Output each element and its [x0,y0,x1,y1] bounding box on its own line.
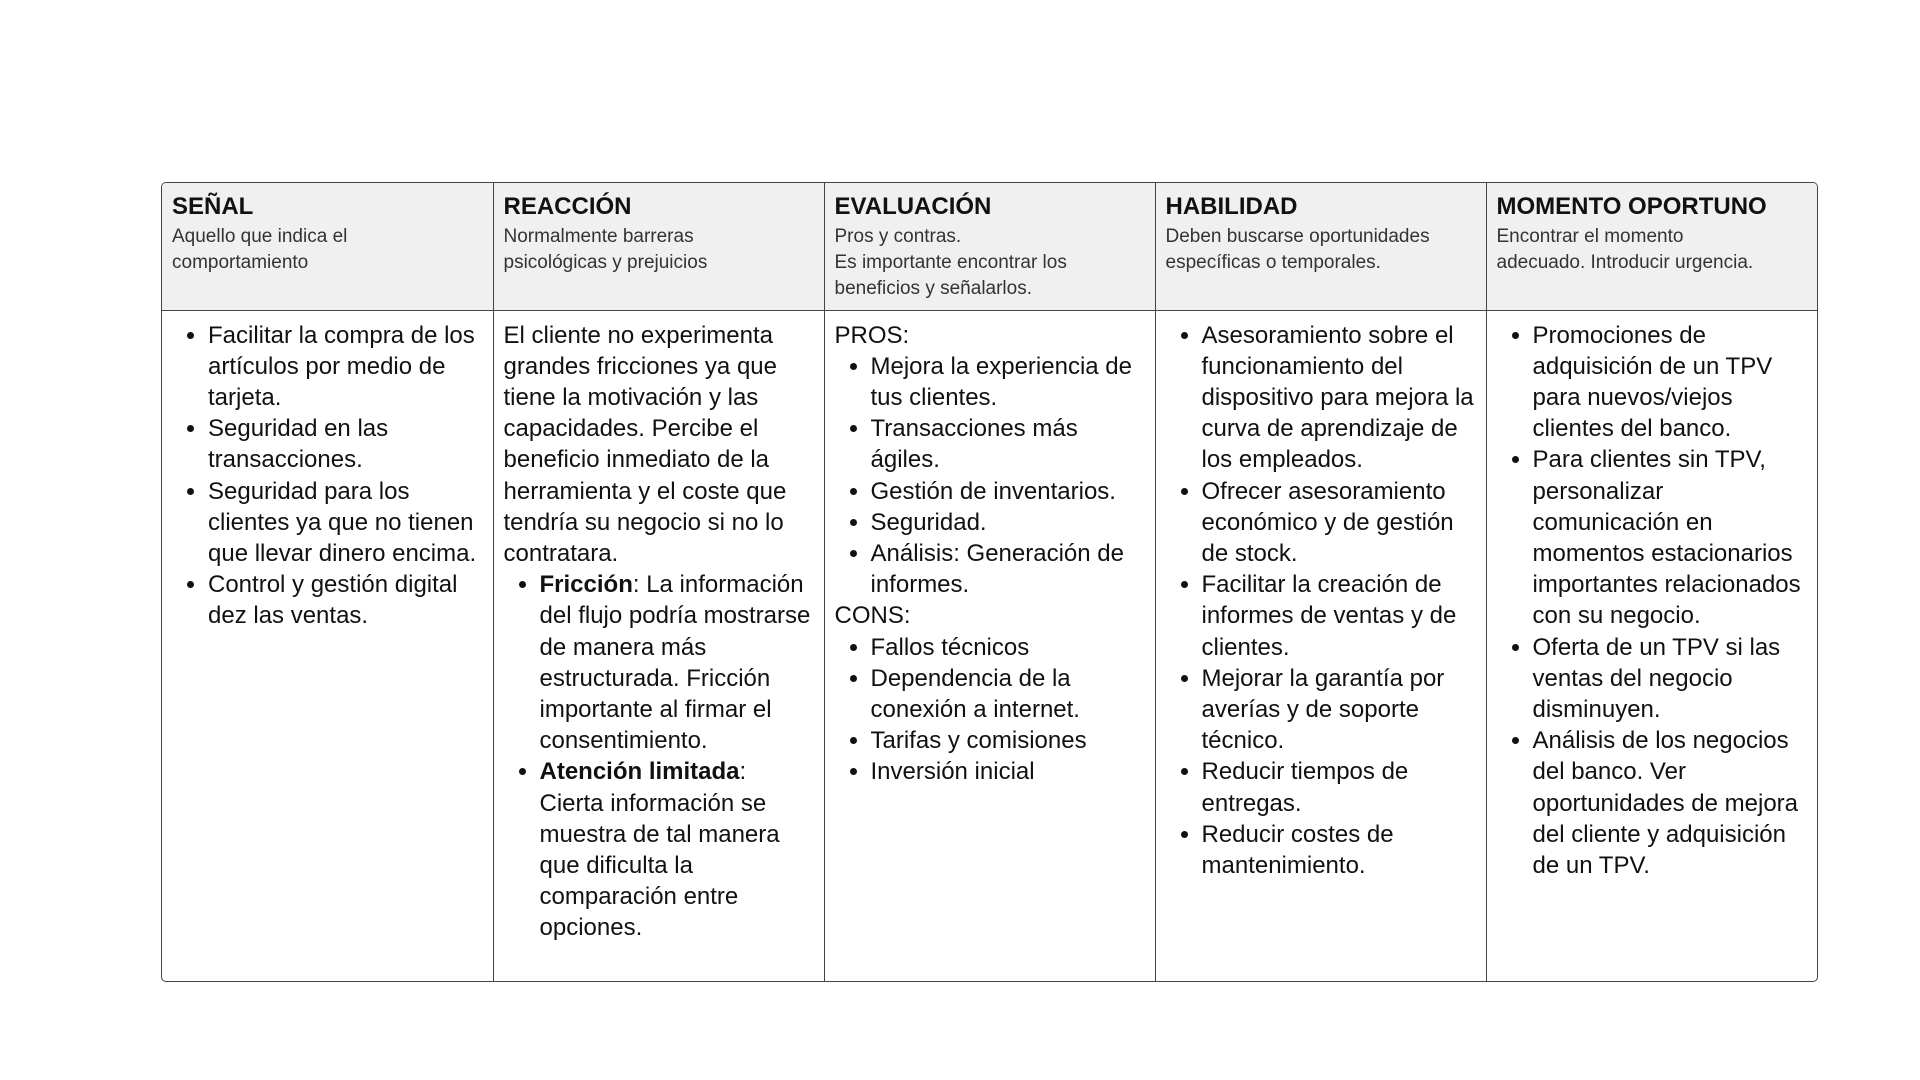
list-item: • Seguridad. [871,507,1145,538]
column-title: MOMENTO OPORTUNO [1496,193,1767,220]
column-title: EVALUACIÓN [834,193,992,220]
term-label: Atención limitada [539,758,740,786]
cons-list [835,632,1145,788]
senal-list [172,320,483,632]
term-text: : Cierta información se muestra de tal manera que dificulta la comparación entre opciones. [539,758,780,942]
pros-label: PROS: [834,321,910,349]
behavior-table [161,182,1818,982]
momento-list [1497,320,1808,882]
column-title: HABILIDAD [1165,193,1298,220]
list-item: • Dependencia de la conexión a internet. [871,663,1145,725]
list-item: • Fallos técnicos [871,632,1145,663]
reaccion-list [504,569,814,943]
list-item: • Gestión de inventarios. [871,476,1145,507]
list-item: • Ofrecer asesoramiento económico y de gestión de stock. [1202,476,1476,570]
column-subtitle: Encontrar el momento adecuado. Introducir urgencia. [1496,226,1754,273]
header-senal [162,183,493,310]
list-item: • Mejorar la garantía por averías y de soporte técnico. [1202,663,1476,757]
column-subtitle: Aquello que indica el comportamiento [172,226,348,273]
header-habilidad [1155,183,1486,310]
column-subtitle: Pros y contras. Es importante encontrar los beneficios y señalarlos. [834,226,1067,299]
list-item: • Control y gestión digital dez las ventas. [208,569,483,631]
header-evaluacion [824,183,1155,310]
content-row [162,310,1817,981]
term-text: : La información del flujo podría mostrarse de manera más estructurada. Fricción importante al firmar el consentimiento. [539,571,811,755]
cell-evaluacion [824,310,1155,981]
list-item: • Transacciones más ágiles. [871,413,1145,475]
header-reaccion [493,183,824,310]
list-item: • Seguridad para los clientes ya que no tienen que llevar dinero encima. [208,476,483,570]
cell-senal [162,310,493,981]
list-item: • Análisis: Generación de informes. [871,538,1145,600]
list-item: • Reducir costes de mantenimiento. [1202,819,1476,881]
cell-momento-oportuno [1486,310,1817,981]
cell-reaccion [493,310,824,981]
list-item: • Para clientes sin TPV, personalizar comunicación en momentos estacionarios importantes relacionados con su negocio. [1533,444,1808,631]
list-item: • Mejora la experiencia de tus clientes. [871,351,1145,413]
list-item: • Reducir tiempos de entregas. [1202,756,1476,818]
cell-habilidad [1155,310,1486,981]
column-subtitle: Deben buscarse oportunidades específicas o temporales. [1165,226,1430,273]
list-item: • Facilitar la creación de informes de ventas y de clientes. [1202,569,1476,663]
reaccion-intro: El cliente no experimenta grandes fricciones ya que tiene la motivación y las capacidades. Percibe el beneficio inmediato de la herramienta y el coste que tendría su negocio si no lo contratara. [503,321,787,567]
header-momento-oportuno [1486,183,1817,310]
column-title: SEÑAL [172,193,254,220]
list-item: • Facilitar la compra de los artículos por medio de tarjeta. [208,320,483,414]
list-item: • Oferta de un TPV si las ventas del negocio disminuyen. [1533,632,1808,726]
list-item: • Seguridad en las transacciones. [208,413,483,475]
column-subtitle: Normalmente barreras psicológicas y prejuicios [503,226,708,273]
term-label: Fricción [539,571,633,599]
column-title: REACCIÓN [503,193,632,220]
list-item: • Tarifas y comisiones [871,725,1145,756]
list-item: • Inversión inicial [871,756,1145,787]
habilidad-list [1166,320,1476,882]
list-item: • Análisis de los negocios del banco. Ver oportunidades de mejora del cliente y adquisición de un TPV. [1533,725,1808,881]
list-item [540,756,814,943]
header-row [162,183,1817,310]
list-item: • Asesoramiento sobre el funcionamiento del dispositivo para mejora la curva de aprendizaje de los empleados. [1202,320,1476,476]
list-item: • Promociones de adquisición de un TPV para nuevos/viejos clientes del banco. [1533,320,1808,445]
list-item [540,569,814,756]
pros-list [835,351,1145,601]
behavior-table-grid [162,183,1817,981]
cons-label: CONS: [834,602,911,630]
